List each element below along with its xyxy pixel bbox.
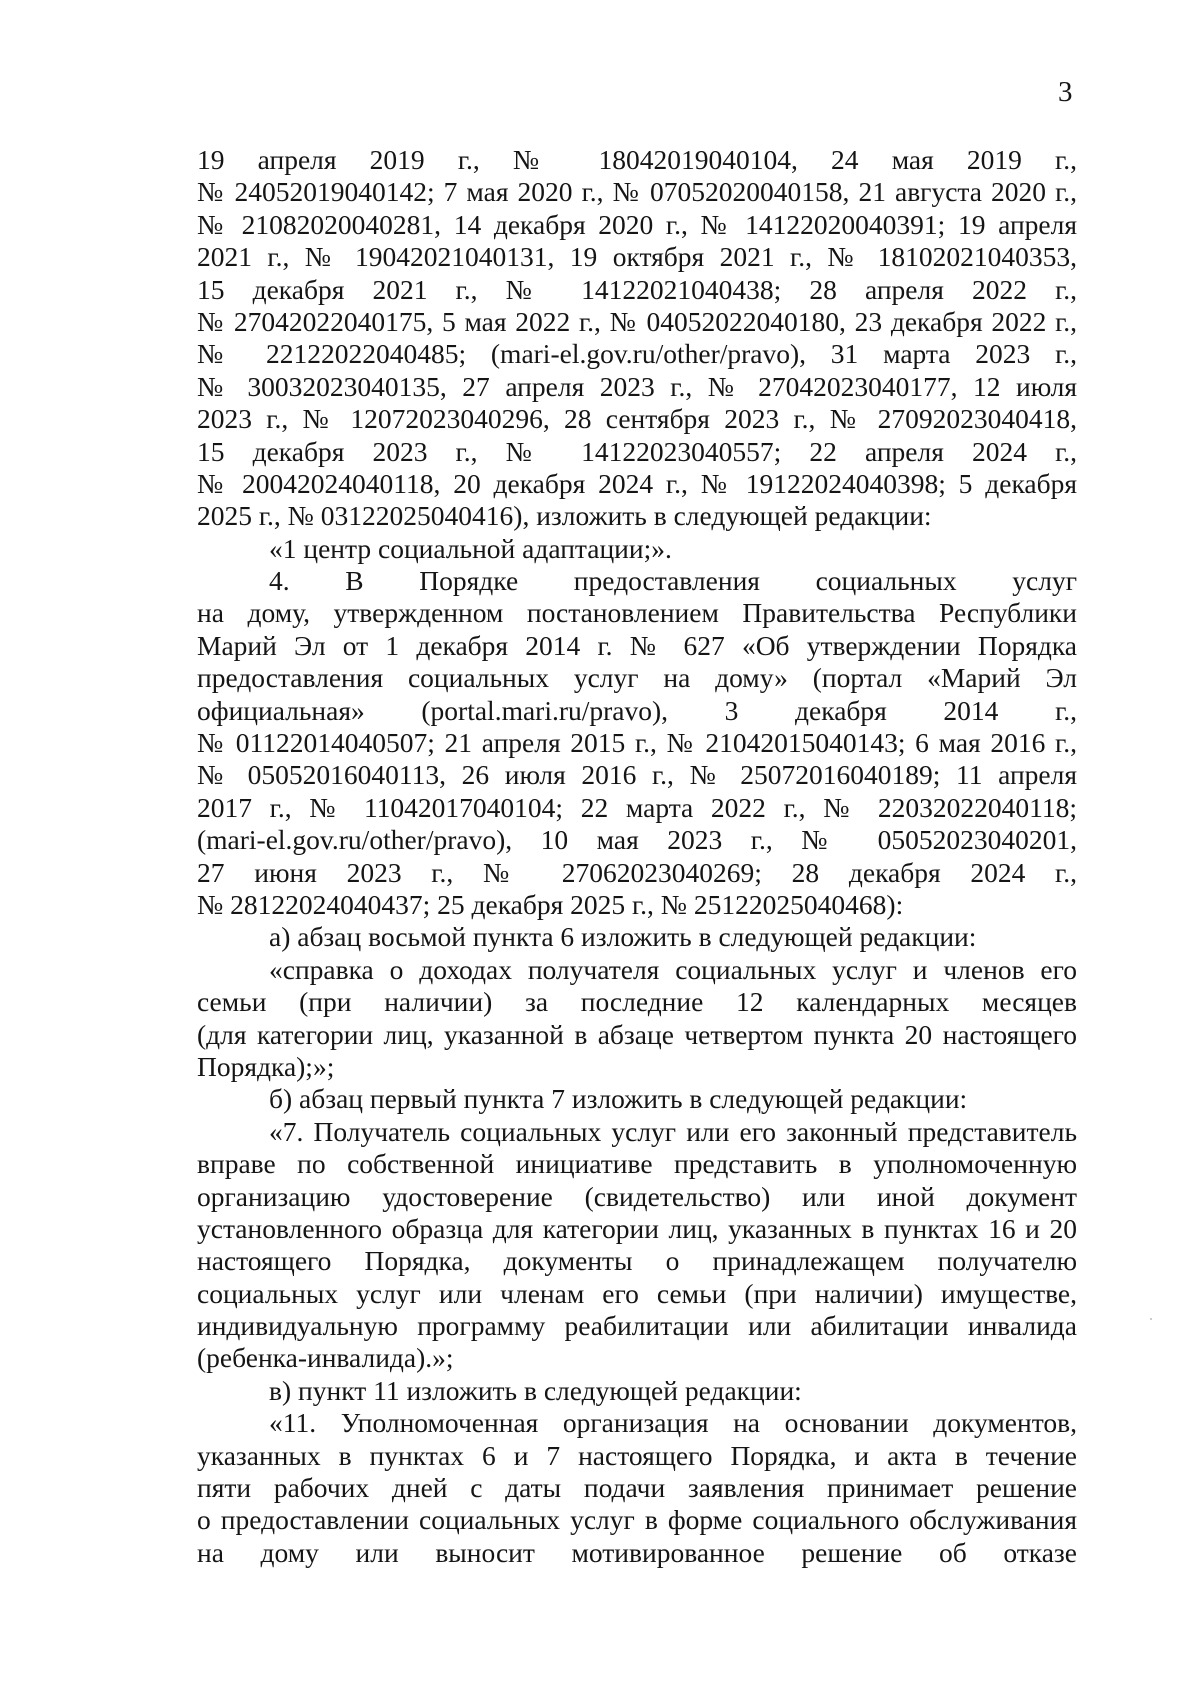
text-line: (для категории лиц, указанной в абзаце четвертом пункта 20 настоящего <box>197 1018 1077 1050</box>
text-line: семьи (при наличии) за последние 12 календарных месяцев <box>197 986 1077 1018</box>
text-line: (mari-el.gov.ru/other/pravo), 10 мая 2023 г., № 05052023040201, <box>197 824 1077 856</box>
text-line: № 05052016040113, 26 июля 2016 г., № 25072016040189; 11 апреля <box>197 759 1077 791</box>
text-line: № 20042024040118, 20 декабря 2024 г., № 19122024040398; 5 декабря <box>197 467 1077 499</box>
text-line: 2021 г., № 19042021040131, 19 октября 2021 г., № 18102021040353, <box>197 241 1077 273</box>
page-number: 3 <box>1058 76 1073 108</box>
text-line: 15 декабря 2021 г., № 14122021040438; 28 апреля 2022 г., <box>197 273 1077 305</box>
text-line: индивидуальную программу реабилитации или абилитации инвалида <box>197 1310 1077 1342</box>
text-line: пяти рабочих дней с даты подачи заявления принимает решение <box>197 1472 1077 1504</box>
text-line: 15 декабря 2023 г., № 14122023040557; 22 апреля 2024 г., <box>197 435 1077 467</box>
text-line: (ребенка-инвалида).»; <box>197 1342 454 1374</box>
text-line: «11. Уполномоченная организация на основании документов, <box>269 1407 1077 1439</box>
text-line: установленного образца для категории лиц, указанных в пунктах 16 и 20 <box>197 1212 1077 1244</box>
text-line: на дому, утвержденном постановлением Правительства Республики <box>197 597 1077 629</box>
text-line: Марий Эл от 1 декабря 2014 г. № 627 «Об утверждении Порядка <box>197 629 1077 661</box>
text-line: № 30032023040135, 27 апреля 2023 г., № 27042023040177, 12 июля <box>197 370 1077 402</box>
text-line: а) абзац восьмой пункта 6 изложить в следующей редакции: <box>269 921 977 953</box>
text-line: «справка о доходах получателя социальных услуг и членов его <box>269 953 1077 985</box>
text-line: № 27042022040175, 5 мая 2022 г., № 04052022040180, 23 декабря 2022 г., <box>197 305 1077 337</box>
text-line: организацию удостоверение (свидетельство) или иной документ <box>197 1180 1077 1212</box>
text-line: официальная» (portal.mari.ru/pravo), 3 декабря 2014 г., <box>197 694 1077 726</box>
text-line: 19 апреля 2019 г., № 18042019040104, 24 мая 2019 г., <box>197 144 1077 175</box>
text-line: предоставления социальных услуг на дому» (портал «Марий Эл <box>197 662 1077 694</box>
text-line: № 01122014040507; 21 апреля 2015 г., № 21042015040143; 6 мая 2016 г., <box>197 727 1077 759</box>
text-line: 4. В Порядке предоставления социальных услуг <box>269 565 1077 597</box>
text-line: 2025 г., № 03122025040416), изложить в следующей редакции: <box>197 500 932 532</box>
text-line: № 24052019040142; 7 мая 2020 г., № 07052020040158, 21 августа 2020 г., <box>197 176 1077 208</box>
text-line: № 22122022040485; (mari-el.gov.ru/other/pravo), 31 марта 2023 г., <box>197 338 1077 370</box>
text-line: б) абзац первый пункта 7 изложить в следующей редакции: <box>269 1083 968 1115</box>
text-line: № 28122024040437; 25 декабря 2025 г., № 25122025040468): <box>197 888 904 920</box>
text-line: 27 июня 2023 г., № 27062023040269; 28 декабря 2024 г., <box>197 856 1077 888</box>
text-line: «7. Получатель социальных услуг или его законный представитель <box>269 1115 1077 1147</box>
text-line: Порядка);»; <box>197 1050 335 1082</box>
document-body <box>197 144 1077 1569</box>
text-line: о предоставлении социальных услуг в форме социального обслуживания <box>197 1504 1077 1536</box>
text-line: вправе по собственной инициативе представить в уполномоченную <box>197 1148 1077 1180</box>
text-line: социальных услуг или членам его семьи (при наличии) имуществе, <box>197 1277 1077 1309</box>
text-line: указанных в пунктах 6 и 7 настоящего Порядка, и акта в течение <box>197 1439 1077 1471</box>
scan-speck <box>1150 1318 1152 1320</box>
text-line: на дому или выносит мотивированное решение об отказе <box>197 1536 1077 1568</box>
text-line: 2017 г., № 11042017040104; 22 марта 2022 г., № 22032022040118; <box>197 791 1077 823</box>
text-line: настоящего Порядка, документы о принадлежащем получателю <box>197 1245 1077 1277</box>
text-line: в) пункт 11 изложить в следующей редакции: <box>269 1374 802 1406</box>
text-line: № 21082020040281, 14 декабря 2020 г., № 14122020040391; 19 апреля <box>197 208 1077 240</box>
text-line: «1 центр социальной адаптации;». <box>269 532 672 564</box>
text-line: 2023 г., № 12072023040296, 28 сентября 2023 г., № 27092023040418, <box>197 403 1077 435</box>
